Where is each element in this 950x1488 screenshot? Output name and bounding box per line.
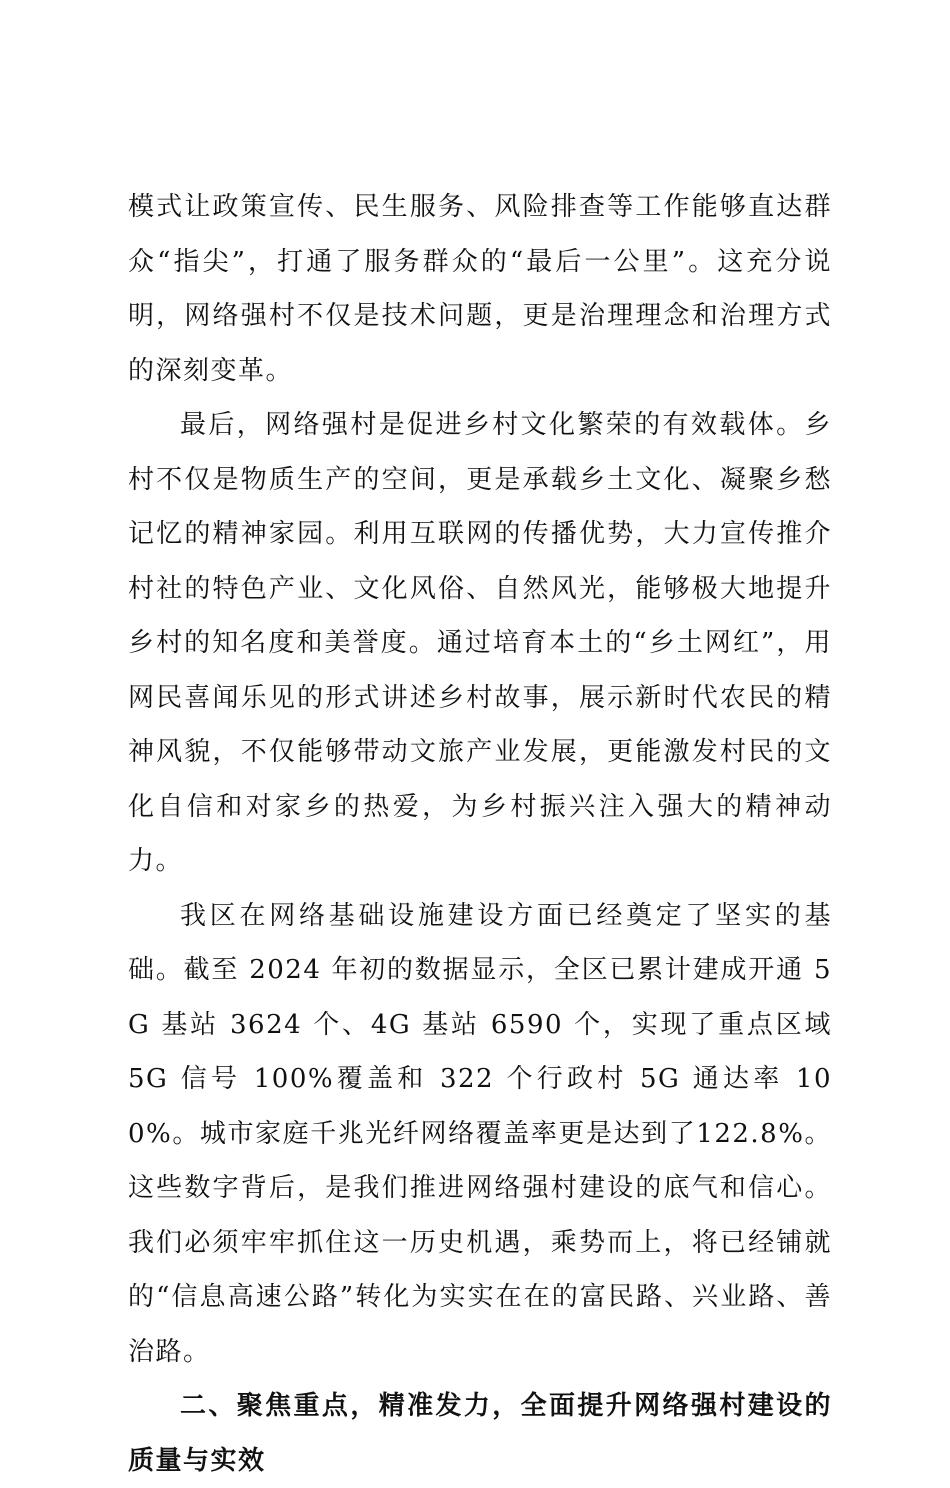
paragraph-culture: 最后，网络强村是促进乡村文化繁荣的有效载体。乡村不仅是物质生产的空间，更是承载乡土文化、凝聚乡愁记忆的精神家园。利用互联网的传播优势，大力宣传推介村社的特色产业、文化风俗、自然风光，能够极大地提升乡村的知名度和美誉度。通过培育本土的“乡土网红”，用网民喜闻乐见的形式讲述乡村故事，展示新时代农民的精神风貌，不仅能够带动文旅产业发展，更能激发村民的文化自信和对家乡的热爱，为乡村振兴注入强大的精神动力。 [128, 410, 832, 876]
paragraph-continuation: 模式让政策宣传、民生服务、风险排查等工作能够直达群众“指尖”，打通了服务群众的“最后一公里”。这充分说明，网络强村不仅是技术问题，更是治理理念和治理方式的深刻变革。 [128, 192, 832, 386]
section-heading: 二、聚焦重点，精准发力，全面提升网络强村建设的质量与实效 [128, 1391, 832, 1476]
document-body [128, 180, 832, 1488]
paragraph-infrastructure: 我区在网络基础设施建设方面已经奠定了坚实的基础。截至 2024 年初的数据显示，全区已累计建成开通 5G 基站 3624 个、4G 基站 6590 个，实现了重点区域 5G 信号 100%覆盖和 322 个行政村 5G 通达率 100%。城市家庭千兆光纤网络覆盖率更是达到了122.8%。这些数字背后，是我们推进网络强村建设的底气和信心。我们必须牢牢抓住这一历史机遇，乘势而上，将已经铺就的“信息高速公路”转化为实实在在的富民路、兴业路、善治路。 [128, 900, 832, 1367]
